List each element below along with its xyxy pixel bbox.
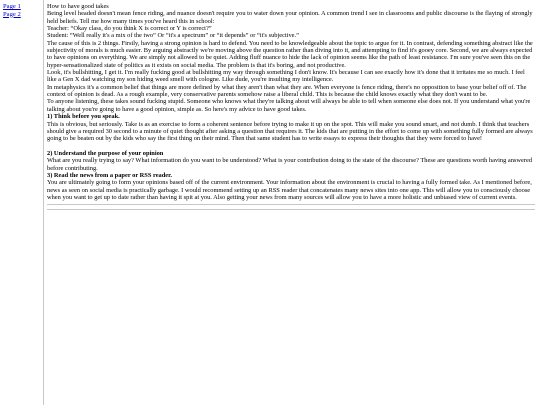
blank-line — [47, 143, 535, 150]
page-link-2[interactable]: Page 2 — [3, 10, 21, 18]
paragraph: Look, it's bullshitting, I get it. I'm really fucking good at bullshitting my way through something I don't know. It's because I can see exactly how it's done that it irritates me so much. I feel like a Gen X dad watching my son hiding weed smell with cologne. Like dude, you're insulting my intelligence. — [47, 69, 525, 84]
section-heading: 2) Understand the purpose of your opinion — [47, 149, 164, 157]
document-title: How to have good takes — [47, 3, 109, 10]
section-heading: 1) Think before you speak. — [47, 113, 120, 121]
paragraphs — [47, 10, 535, 201]
divider-bottom — [47, 209, 535, 210]
paragraph: You are ultimately going to form your opinions based off of the current environment. Your information about the environment is crucial to having a fully formed take. As I mentioned before, news as seen on social media is practically garbage. I would recommend setting up an RSS reader that concatenates many news sites into one app. This will allow you to consciously choose when you want to get up to date rather than having it spit at you. Also getting your news from many sources will allow you to have a more holistic and unbiased view of current events. — [47, 179, 532, 201]
paragraph: Teacher: “Okay class, do you think X is correct or Y is correct?” — [47, 25, 212, 33]
paragraph: What are you really trying to say? What information do you want to be understood? What is your contribution doing to the state of the discourse? These are questions worth having answered before contributing. — [47, 157, 533, 172]
page-nav — [0, 0, 44, 405]
document-body — [47, 3, 535, 210]
paragraph: The cause of this is 2 things. Firstly, having a strong opinion is hard to defend. You need to be knowledgeable about the topic to argue for it. In contrast, defending something abstract like the subjectivity of morals is much easier. By arguing abstractly we're moving above the question rather than diving into it, and attempting to find it's gooey core. Second, we are always expected to have opinions on everything. We are simply not allowed to be quiet. Adding fluff nuance to hide the lack of opinion seems like the path of least resistance. I'm sure you've seen this on the hyper-sensationalized state of politics as it exists on social media. The problem is that it's boring, and not productive. — [47, 39, 533, 69]
paragraph: To anyone listening, these takes sound fucking stupid. Someone who knows what they're talking about will always be able to tell when someone else does not. If you understand what you're talking about you're going to have a good opinion, simple as. So here's my advice to have good takes. — [47, 98, 531, 113]
section-heading: 3) Read the news from a paper or RSS reader. — [47, 171, 172, 179]
page-link-1[interactable]: Page 1 — [3, 3, 21, 10]
paragraph: This is obvious, but seriously. Take is as an exercise to form a coherent sentence before trying to make it up on the spot. This will make you sound smart, and not dumb. I think that teachers should give a required 30 second to a minute of quiet thought after asking a question that requires it. The kids that are putting in the effort to come up with something fully formed are always going to be beaten out by the kids who say the first thing on their mind. Then that same student has to write essays to express their thoughts that they were forced to have! — [47, 120, 533, 143]
paragraph: In metaphysics it's a common belief that things are more defined by what they aren't than what they are. When everyone is fence riding, there's no opposition to base your belief off of. The context of opinion is dead. As a rough example, very conservative parents somehow raise a liberal child. This is because the child knows exactly what they don't want to be. — [47, 83, 527, 99]
paragraph: Being level headed doesn't mean fence riding, and nuance doesn't require you to water down your opinion. A common trend I see in classrooms and public discourse is the flaying of strongly held beliefs. Tell me how many times you've heard this in school: — [47, 10, 533, 25]
paragraph: Student: “Well really it's a mix of the two” Or “it's a spectrum” or “it depends” or “it's subjective.” — [47, 32, 299, 40]
divider-top — [47, 204, 535, 205]
